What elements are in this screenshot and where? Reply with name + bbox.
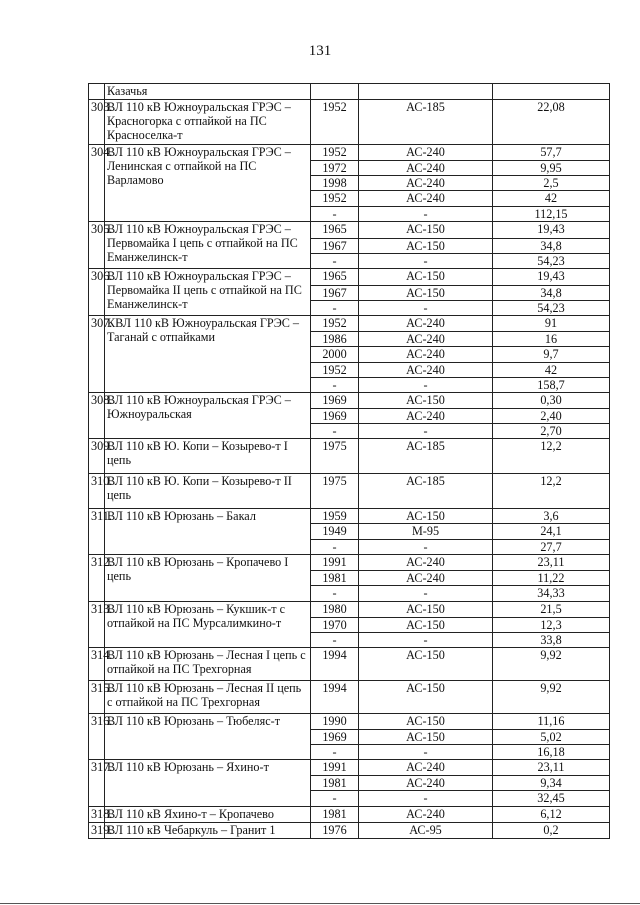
wire-type: АС-240: [359, 807, 493, 823]
line-length: 0,2: [493, 823, 610, 839]
line-name: ВЛ 110 кВ Юрюзань – Кукшик-т с отпайкой на ПС Мурсалимкино-т: [105, 602, 311, 648]
line-length: 16: [493, 332, 610, 347]
wire-type: АС-240: [359, 332, 493, 347]
line-length: 6,12: [493, 807, 610, 823]
commissioning-year: 1969: [311, 409, 359, 424]
row-number: 305.: [89, 222, 105, 269]
line-name: ВЛ 110 кВ Ю. Копи – Козырево-т II цепь: [105, 474, 311, 509]
wire-type: АС-240: [359, 363, 493, 378]
line-length: 21,5: [493, 602, 610, 618]
line-length: 19,43: [493, 222, 610, 239]
wire-type: -: [359, 301, 493, 316]
line-length: 34,8: [493, 286, 610, 301]
line-length: 42: [493, 363, 610, 378]
wire-type: АС-240: [359, 161, 493, 176]
table-row: [89, 648, 610, 681]
wire-type: АС-185: [359, 439, 493, 474]
wire-type: АС-240: [359, 145, 493, 161]
wire-type: АС-150: [359, 730, 493, 745]
wire-type: АС-150: [359, 602, 493, 618]
commissioning-year: 1959: [311, 509, 359, 524]
line-length: 12,2: [493, 474, 610, 509]
wire-type: АС-150: [359, 618, 493, 633]
cell-length: [493, 84, 610, 100]
wire-type: -: [359, 745, 493, 760]
commissioning-year: 1952: [311, 191, 359, 207]
commissioning-year: 1970: [311, 618, 359, 633]
row-number: 308.: [89, 393, 105, 439]
commissioning-year: 1952: [311, 363, 359, 378]
commissioning-year: 1952: [311, 145, 359, 161]
commissioning-year: -: [311, 424, 359, 439]
row-number: 317.: [89, 760, 105, 807]
table-body: [89, 84, 610, 839]
row-number: 306.: [89, 269, 105, 316]
line-name: ВЛ 110 кВ Южноуральская ГРЭС – Первомайка I цепь с отпайкой на ПС Еманжелинск-т: [105, 222, 311, 269]
line-length: 33,8: [493, 633, 610, 648]
line-name: КВЛ 110 кВ Южноуральская ГРЭС – Таганай с отпайками: [105, 316, 311, 393]
wire-type: АС-150: [359, 393, 493, 409]
wire-type: АС-150: [359, 222, 493, 239]
commissioning-year: -: [311, 207, 359, 222]
wire-type: М-95: [359, 524, 493, 540]
row-number: 318.: [89, 807, 105, 823]
table-row: [89, 393, 610, 409]
table-row: [89, 555, 610, 571]
table-row: [89, 269, 610, 286]
power-lines-table: [88, 83, 610, 839]
line-length: 5,02: [493, 730, 610, 745]
line-name: ВЛ 110 кВ Яхино-т – Кропачево: [105, 807, 311, 823]
commissioning-year: -: [311, 633, 359, 648]
commissioning-year: 1952: [311, 316, 359, 332]
wire-type: -: [359, 633, 493, 648]
line-name: ВЛ 110 кВ Южноуральская ГРЭС – Южноуральская: [105, 393, 311, 439]
line-length: 9,34: [493, 776, 610, 791]
wire-type: АС-150: [359, 714, 493, 730]
line-name: ВЛ 110 кВ Чебаркуль – Гранит 1: [105, 823, 311, 839]
line-length: 54,23: [493, 254, 610, 269]
commissioning-year: 1980: [311, 602, 359, 618]
line-name: ВЛ 110 кВ Юрюзань – Кропачево I цепь: [105, 555, 311, 602]
line-length: 9,92: [493, 681, 610, 714]
table-row: [89, 100, 610, 145]
commissioning-year: 1969: [311, 393, 359, 409]
row-number: 314.: [89, 648, 105, 681]
table-row: [89, 760, 610, 776]
line-name: ВЛ 110 кВ Юрюзань – Лесная II цепь с отпайкой на ПС Трехгорная: [105, 681, 311, 714]
row-number: 309.: [89, 439, 105, 474]
wire-type: АС-95: [359, 823, 493, 839]
line-length: 9,7: [493, 347, 610, 363]
commissioning-year: -: [311, 378, 359, 393]
wire-type: АС-240: [359, 571, 493, 586]
wire-type: АС-240: [359, 191, 493, 207]
cell-num: [89, 84, 105, 100]
commissioning-year: 1998: [311, 176, 359, 191]
commissioning-year: -: [311, 586, 359, 602]
row-number: 310.: [89, 474, 105, 509]
commissioning-year: -: [311, 745, 359, 760]
row-number: 315.: [89, 681, 105, 714]
line-length: 23,11: [493, 555, 610, 571]
wire-type: -: [359, 378, 493, 393]
commissioning-year: 1965: [311, 269, 359, 286]
wire-type: АС-240: [359, 555, 493, 571]
commissioning-year: 1975: [311, 474, 359, 509]
wire-type: АС-185: [359, 100, 493, 145]
page-bottom-rule: [0, 903, 640, 904]
line-name: ВЛ 110 кВ Юрюзань – Лесная I цепь с отпайкой на ПС Трехгорная: [105, 648, 311, 681]
wire-type: АС-185: [359, 474, 493, 509]
line-length: 3,6: [493, 509, 610, 524]
line-length: 34,8: [493, 239, 610, 254]
row-number: 313.: [89, 602, 105, 648]
commissioning-year: 1991: [311, 555, 359, 571]
table-row: [89, 439, 610, 474]
line-name: ВЛ 110 кВ Юрюзань – Тюбеляс-т: [105, 714, 311, 760]
wire-type: -: [359, 586, 493, 602]
wire-type: АС-150: [359, 286, 493, 301]
line-length: 2,40: [493, 409, 610, 424]
line-length: 2,5: [493, 176, 610, 191]
commissioning-year: 1976: [311, 823, 359, 839]
table-row: [89, 316, 610, 332]
table-row: [89, 714, 610, 730]
line-length: 19,43: [493, 269, 610, 286]
row-number: 307.: [89, 316, 105, 393]
line-length: 12,3: [493, 618, 610, 633]
line-length: 9,92: [493, 648, 610, 681]
wire-type: АС-240: [359, 776, 493, 791]
row-number: 316.: [89, 714, 105, 760]
line-length: 91: [493, 316, 610, 332]
wire-type: АС-240: [359, 409, 493, 424]
commissioning-year: 1967: [311, 239, 359, 254]
line-name: ВЛ 110 кВ Юрюзань – Бакал: [105, 509, 311, 555]
row-number: 304.: [89, 145, 105, 222]
commissioning-year: 1965: [311, 222, 359, 239]
wire-type: АС-240: [359, 760, 493, 776]
commissioning-year: 1952: [311, 100, 359, 145]
line-name: ВЛ 110 кВ Южноуральская ГРЭС – Ленинская с отпайкой на ПС Варламово: [105, 145, 311, 222]
commissioning-year: 1949: [311, 524, 359, 540]
cell-wire: [359, 84, 493, 100]
line-length: 11,16: [493, 714, 610, 730]
line-length: 42: [493, 191, 610, 207]
cell-name: Казачья: [105, 84, 311, 100]
row-number: 312.: [89, 555, 105, 602]
commissioning-year: 1981: [311, 807, 359, 823]
wire-type: АС-240: [359, 176, 493, 191]
commissioning-year: 1981: [311, 776, 359, 791]
wire-type: -: [359, 207, 493, 222]
commissioning-year: 1990: [311, 714, 359, 730]
commissioning-year: 1975: [311, 439, 359, 474]
wire-type: -: [359, 540, 493, 555]
commissioning-year: 1981: [311, 571, 359, 586]
line-length: 22,08: [493, 100, 610, 145]
wire-type: АС-150: [359, 648, 493, 681]
wire-type: АС-150: [359, 681, 493, 714]
header-row: [89, 84, 610, 100]
line-length: 34,33: [493, 586, 610, 602]
table-row: [89, 509, 610, 524]
row-number: 311.: [89, 509, 105, 555]
line-length: 2,70: [493, 424, 610, 439]
commissioning-year: -: [311, 254, 359, 269]
table-row: [89, 602, 610, 618]
table-row: [89, 222, 610, 239]
row-number: 319.: [89, 823, 105, 839]
wire-type: АС-150: [359, 239, 493, 254]
wire-type: АС-150: [359, 269, 493, 286]
commissioning-year: 1986: [311, 332, 359, 347]
wire-type: АС-240: [359, 316, 493, 332]
commissioning-year: 1972: [311, 161, 359, 176]
wire-type: АС-240: [359, 347, 493, 363]
line-length: 27,7: [493, 540, 610, 555]
cell-year: [311, 84, 359, 100]
line-name: ВЛ 110 кВ Южноуральская ГРЭС – Красногорка с отпайкой на ПС Красноселка-т: [105, 100, 311, 145]
commissioning-year: 1994: [311, 681, 359, 714]
line-length: 158,7: [493, 378, 610, 393]
table-row: [89, 823, 610, 839]
line-length: 112,15: [493, 207, 610, 222]
line-length: 11,22: [493, 571, 610, 586]
line-length: 32,45: [493, 791, 610, 807]
commissioning-year: 1991: [311, 760, 359, 776]
commissioning-year: -: [311, 540, 359, 555]
table-row: [89, 807, 610, 823]
commissioning-year: 1994: [311, 648, 359, 681]
line-name: ВЛ 110 кВ Ю. Копи – Козырево-т I цепь: [105, 439, 311, 474]
table-row: [89, 474, 610, 509]
line-name: ВЛ 110 кВ Южноуральская ГРЭС – Первомайка II цепь с отпайкой на ПС Еманжелинск-т: [105, 269, 311, 316]
commissioning-year: -: [311, 791, 359, 807]
line-length: 16,18: [493, 745, 610, 760]
line-length: 9,95: [493, 161, 610, 176]
wire-type: АС-150: [359, 509, 493, 524]
line-length: 24,1: [493, 524, 610, 540]
table-row: [89, 145, 610, 161]
commissioning-year: 1969: [311, 730, 359, 745]
commissioning-year: 2000: [311, 347, 359, 363]
page-number: 131: [308, 43, 332, 59]
line-length: 12,2: [493, 439, 610, 474]
line-length: 54,23: [493, 301, 610, 316]
wire-type: -: [359, 424, 493, 439]
line-length: 0,30: [493, 393, 610, 409]
line-length: 57,7: [493, 145, 610, 161]
commissioning-year: 1967: [311, 286, 359, 301]
line-name: ВЛ 110 кВ Юрюзань – Яхино-т: [105, 760, 311, 807]
table-row: [89, 681, 610, 714]
line-length: 23,11: [493, 760, 610, 776]
row-number: 303.: [89, 100, 105, 145]
wire-type: -: [359, 254, 493, 269]
commissioning-year: -: [311, 301, 359, 316]
wire-type: -: [359, 791, 493, 807]
